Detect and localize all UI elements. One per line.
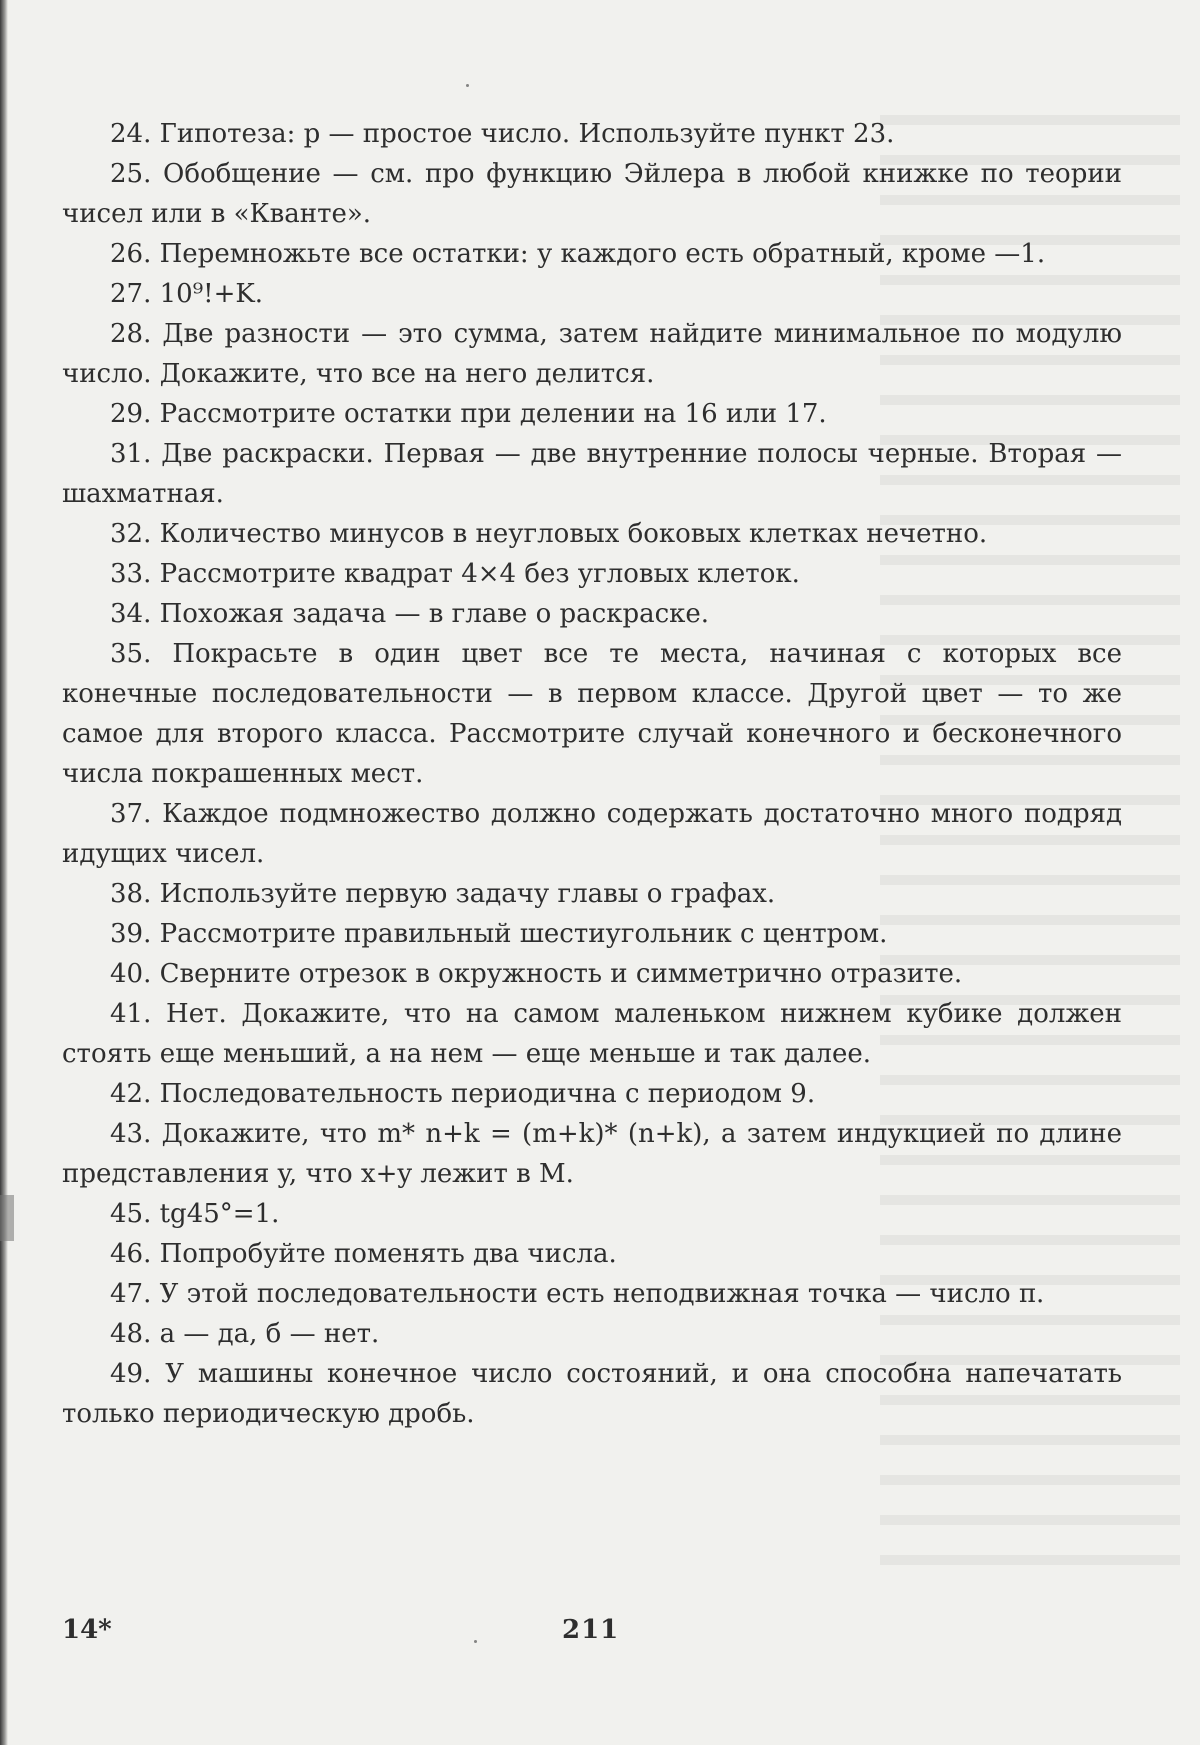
hint-46: 46. Попробуйте поменять два числа. — [110, 1239, 617, 1269]
edge-mark — [0, 1195, 14, 1241]
hint-48: 48. а — да, б — нет. — [110, 1319, 380, 1349]
hint-45: 45. tg45°=1. — [110, 1199, 280, 1229]
print-speck — [466, 84, 469, 87]
hint-43: 43. Докажите, что m* n+k = (m+k)* (n+k), а затем индукцией по длине представления y, что x+y лежит в M. — [62, 1119, 1122, 1189]
hint-42: 42. Последовательность периодична с периодом 9. — [110, 1079, 816, 1109]
hint-34: 34. Похожая задача — в главе о раскраске. — [110, 599, 710, 629]
hint-25: 25. Обобщение — см. про функцию Эйлера в любой книжке по теории чисел или в «Кванте». — [62, 159, 1122, 229]
hint-49: 49. У машины конечное число состояний, и она способна напечатать только периодическую дробь. — [62, 1359, 1122, 1429]
hint-29: 29. Рассмотрите остатки при делении на 16 или 17. — [110, 399, 827, 429]
hint-33: 33. Рассмотрите квадрат 4×4 без угловых клеток. — [110, 559, 800, 589]
hint-39: 39. Рассмотрите правильный шестиугольник с центром. — [110, 919, 888, 949]
page-number: 211 — [562, 1615, 620, 1645]
page-binding-edge — [0, 0, 8, 1745]
hint-41: 41. Нет. Докажите, что на самом маленьком нижнем кубике должен стоять еще меньший, а на нем — еще меньше и так далее. — [62, 999, 1122, 1069]
hint-24: 24. Гипотеза: p — простое число. Используйте пункт 23. — [110, 119, 895, 149]
hint-47: 47. У этой последовательности есть неподвижная точка — число π. — [110, 1279, 1045, 1309]
printer-signature: 14* — [62, 1615, 112, 1645]
hint-37: 37. Каждое подмножество должно содержать достаточно много подряд идущих чисел. — [62, 799, 1122, 869]
hints-text — [62, 114, 1122, 1434]
hint-26: 26. Перемножьте все остатки: у каждого есть обратный, кроме —1. — [110, 239, 1046, 269]
print-speck — [474, 1640, 477, 1643]
hint-32: 32. Количество минусов в неугловых боковых клетках нечетно. — [110, 519, 988, 549]
hint-31: 31. Две раскраски. Первая — две внутренние полосы черные. Вторая — шахматная. — [62, 439, 1122, 509]
hint-35: 35. Покрасьте в один цвет все те места, начиная с которых все конечные последовательности — в первом классе. Другой цвет — то же самое для второго класса. Рассмотрите случай конечного и бесконечного числа покрашенных мест. — [62, 639, 1122, 789]
hint-38: 38. Используйте первую задачу главы о графах. — [110, 879, 776, 909]
hint-27: 27. 10⁹!+K. — [110, 279, 264, 309]
hint-40: 40. Сверните отрезок в окружность и симметрично отразите. — [110, 959, 963, 989]
hint-28: 28. Две разности — это сумма, затем найдите минимальное по модулю число. Докажите, что все на него делится. — [62, 319, 1122, 389]
